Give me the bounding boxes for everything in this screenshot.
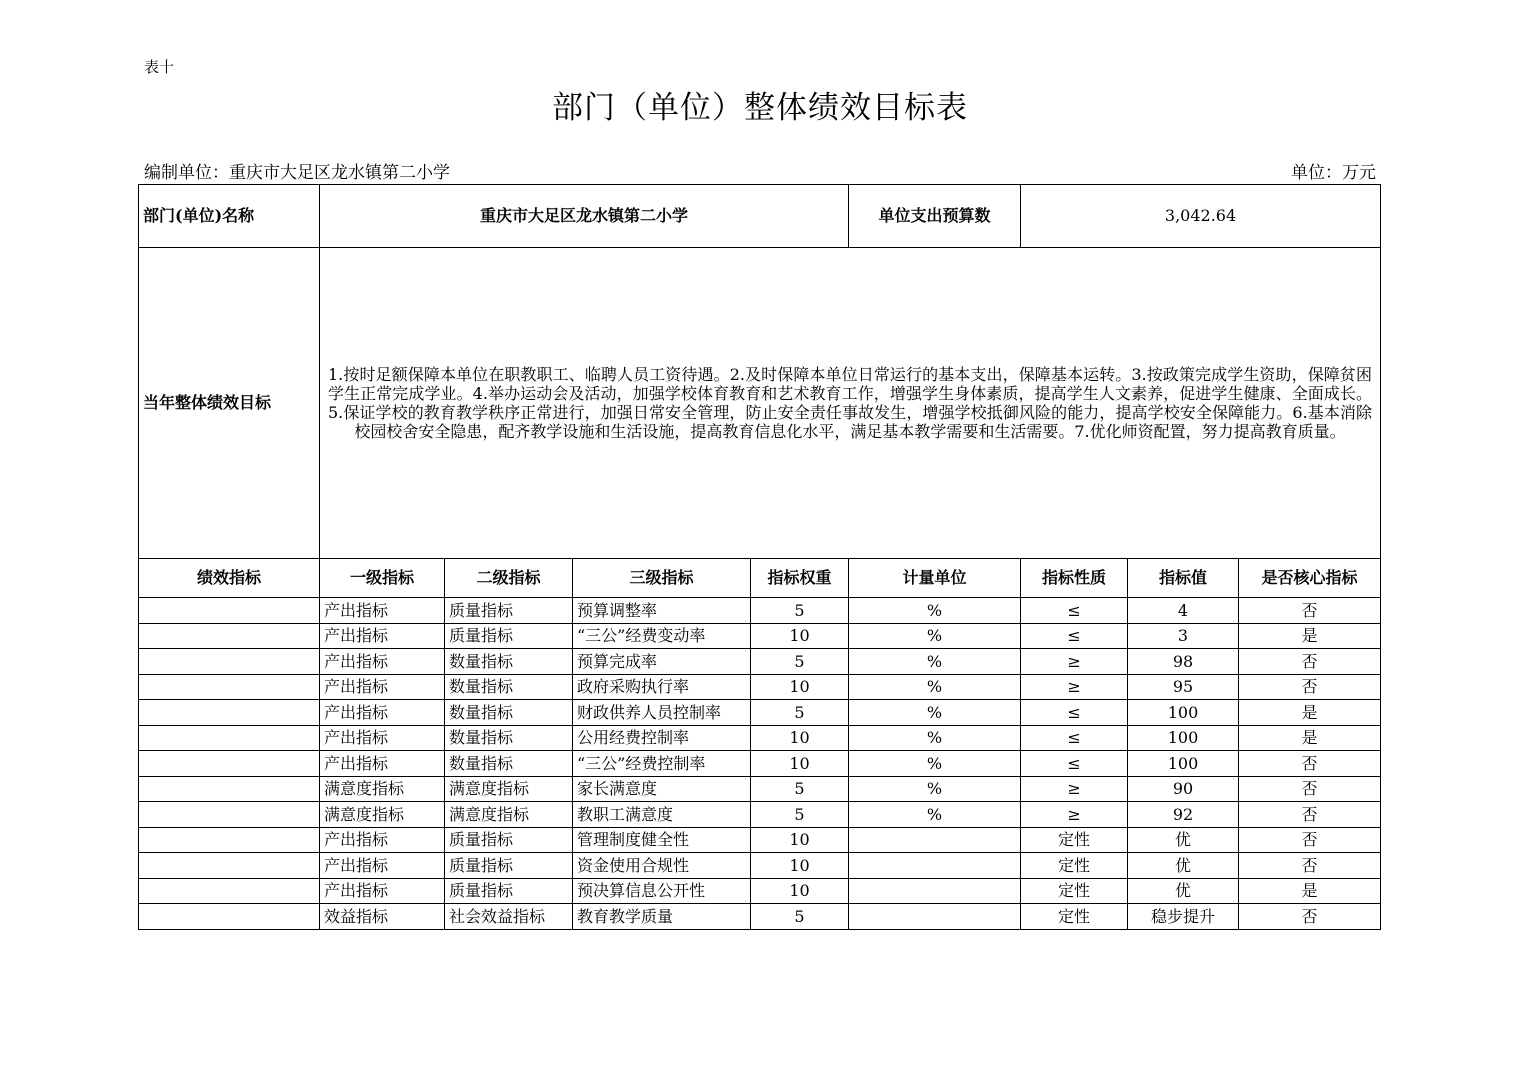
level2-indicator-cell: 质量指标: [445, 623, 573, 649]
indicator-nature-cell: ≤: [1021, 598, 1128, 624]
level2-indicator-cell: 满意度指标: [445, 802, 573, 828]
level3-indicator-cell: 管理制度健全性: [573, 827, 751, 853]
table-row: [139, 853, 1381, 879]
indicator-value-cell: 优: [1128, 853, 1239, 879]
table-row: [139, 623, 1381, 649]
level2-indicator-cell: 社会效益指标: [445, 904, 573, 930]
indicator-nature-cell: ≥: [1021, 802, 1128, 828]
measure-unit-cell: [849, 827, 1021, 853]
level1-indicator-cell: 产出指标: [320, 751, 445, 777]
performance-indicator-cell: [139, 776, 320, 802]
col-value-header: 指标值: [1128, 559, 1239, 598]
level1-indicator-cell: 产出指标: [320, 878, 445, 904]
level1-indicator-cell: 产出指标: [320, 827, 445, 853]
budget-label: 单位支出预算数: [849, 185, 1021, 248]
is-core-cell: 是: [1239, 623, 1381, 649]
performance-indicator-cell: [139, 623, 320, 649]
level1-indicator-cell: 产出指标: [320, 598, 445, 624]
indicator-value-cell: 92: [1128, 802, 1239, 828]
measure-unit-cell: [849, 878, 1021, 904]
measure-unit-cell: %: [849, 649, 1021, 675]
dept-name-value: 重庆市大足区龙水镇第二小学: [320, 185, 849, 248]
is-core-cell: 否: [1239, 827, 1381, 853]
level1-indicator-cell: 满意度指标: [320, 802, 445, 828]
level3-indicator-cell: 政府采购执行率: [573, 674, 751, 700]
level3-indicator-cell: “三公”经费控制率: [573, 751, 751, 777]
performance-indicator-cell: [139, 598, 320, 624]
level1-indicator-cell: 产出指标: [320, 853, 445, 879]
level3-indicator-cell: 资金使用合规性: [573, 853, 751, 879]
indicator-nature-cell: 定性: [1021, 853, 1128, 879]
col-unit-header: 计量单位: [849, 559, 1021, 598]
indicator-value-cell: 稳步提升: [1128, 904, 1239, 930]
level3-indicator-cell: 预决算信息公开性: [573, 878, 751, 904]
indicator-value-cell: 100: [1128, 725, 1239, 751]
indicator-nature-cell: ≤: [1021, 623, 1128, 649]
budget-value: 3,042.64: [1021, 185, 1381, 248]
table-row: [139, 776, 1381, 802]
is-core-cell: 否: [1239, 802, 1381, 828]
table-row: [139, 725, 1381, 751]
level2-indicator-cell: 数量指标: [445, 649, 573, 675]
level3-indicator-cell: 家长满意度: [573, 776, 751, 802]
measure-unit-cell: %: [849, 802, 1021, 828]
col-level1-header: 一级指标: [320, 559, 445, 598]
indicator-nature-cell: ≥: [1021, 649, 1128, 675]
col-level2-header: 二级指标: [445, 559, 573, 598]
level1-indicator-cell: 产出指标: [320, 700, 445, 726]
weight-cell: 10: [751, 623, 849, 649]
weight-cell: 10: [751, 853, 849, 879]
level3-indicator-cell: 公用经费控制率: [573, 725, 751, 751]
level3-indicator-cell: 教职工满意度: [573, 802, 751, 828]
level1-indicator-cell: 产出指标: [320, 674, 445, 700]
page-tag: 表十: [144, 58, 175, 76]
indicator-nature-cell: 定性: [1021, 827, 1128, 853]
measure-unit-cell: [849, 904, 1021, 930]
table-row: [139, 674, 1381, 700]
indicator-value-cell: 4: [1128, 598, 1239, 624]
indicator-nature-cell: 定性: [1021, 904, 1128, 930]
weight-cell: 5: [751, 802, 849, 828]
indicator-nature-cell: ≤: [1021, 700, 1128, 726]
weight-cell: 5: [751, 649, 849, 675]
level1-indicator-cell: 产出指标: [320, 623, 445, 649]
is-core-cell: 是: [1239, 725, 1381, 751]
table-row: [139, 827, 1381, 853]
is-core-cell: 否: [1239, 853, 1381, 879]
level3-indicator-cell: 预算完成率: [573, 649, 751, 675]
indicator-value-cell: 优: [1128, 827, 1239, 853]
level2-indicator-cell: 质量指标: [445, 598, 573, 624]
measure-unit-cell: %: [849, 700, 1021, 726]
prepared-by: 编制单位：重庆市大足区龙水镇第二小学: [144, 163, 450, 183]
performance-table: [138, 184, 1381, 930]
indicator-value-cell: 98: [1128, 649, 1239, 675]
weight-cell: 10: [751, 878, 849, 904]
indicator-nature-cell: ≤: [1021, 751, 1128, 777]
unit-label: 单位：万元: [1291, 163, 1376, 183]
indicator-rows: [139, 598, 1381, 930]
measure-unit-cell: %: [849, 776, 1021, 802]
weight-cell: 5: [751, 904, 849, 930]
measure-unit-cell: %: [849, 725, 1021, 751]
indicator-value-cell: 90: [1128, 776, 1239, 802]
is-core-cell: 是: [1239, 700, 1381, 726]
indicator-value-cell: 95: [1128, 674, 1239, 700]
weight-cell: 5: [751, 598, 849, 624]
indicator-nature-cell: ≤: [1021, 725, 1128, 751]
table-row: [139, 802, 1381, 828]
is-core-cell: 否: [1239, 598, 1381, 624]
table-row: [139, 700, 1381, 726]
indicator-value-cell: 3: [1128, 623, 1239, 649]
level1-indicator-cell: 效益指标: [320, 904, 445, 930]
goal-text: 1.按时足额保障本单位在职教职工、临聘人员工资待遇。2.及时保障本单位日常运行的基本支出，保障基本运转。3.按政策完成学生资助，保障贫困学生正常完成学业。4.举办运动会及活动，加强学校体育教育和艺术教育工作，增强学生身体素质，提高学生人文素养，促进学生健康、全面成长。5.保证学校的教育教学秩序正常进行，加强日常安全管理，防止安全责任事故发生，增强学校抵御风险的能力，提高学校安全保障能力。6.基本消除校园校舍安全隐患，配齐教学设施和生活设施，提高教育信息化水平，满足基本教学需要和生活需要。7.优化师资配置，努力提高教育质量。: [320, 248, 1381, 559]
performance-indicator-cell: [139, 827, 320, 853]
column-header-row: [139, 559, 1381, 598]
performance-indicator-cell: [139, 674, 320, 700]
level2-indicator-cell: 质量指标: [445, 853, 573, 879]
indicator-nature-cell: 定性: [1021, 878, 1128, 904]
level2-indicator-cell: 数量指标: [445, 725, 573, 751]
level1-indicator-cell: 满意度指标: [320, 776, 445, 802]
table-row: [139, 904, 1381, 930]
level2-indicator-cell: 质量指标: [445, 878, 573, 904]
is-core-cell: 否: [1239, 904, 1381, 930]
page-title: 部门（单位）整体绩效目标表: [552, 90, 968, 126]
level3-indicator-cell: 教育教学质量: [573, 904, 751, 930]
weight-cell: 10: [751, 751, 849, 777]
table-row: [139, 751, 1381, 777]
weight-cell: 10: [751, 827, 849, 853]
performance-indicator-cell: [139, 725, 320, 751]
measure-unit-cell: %: [849, 674, 1021, 700]
weight-cell: 10: [751, 674, 849, 700]
performance-indicator-cell: [139, 853, 320, 879]
table-row: [139, 598, 1381, 624]
indicator-value-cell: 优: [1128, 878, 1239, 904]
is-core-cell: 否: [1239, 674, 1381, 700]
table-row: [139, 649, 1381, 675]
table-row: [139, 878, 1381, 904]
measure-unit-cell: %: [849, 598, 1021, 624]
is-core-cell: 否: [1239, 649, 1381, 675]
measure-unit-cell: %: [849, 751, 1021, 777]
dept-name-label: 部门(单位)名称: [139, 185, 320, 248]
is-core-cell: 是: [1239, 878, 1381, 904]
level2-indicator-cell: 数量指标: [445, 751, 573, 777]
col-nature-header: 指标性质: [1021, 559, 1128, 598]
level2-indicator-cell: 数量指标: [445, 674, 573, 700]
performance-indicator-cell: [139, 649, 320, 675]
level2-indicator-cell: 满意度指标: [445, 776, 573, 802]
performance-indicator-cell: [139, 751, 320, 777]
col-core-header: 是否核心指标: [1239, 559, 1381, 598]
level2-indicator-cell: 数量指标: [445, 700, 573, 726]
measure-unit-cell: [849, 853, 1021, 879]
performance-indicator-cell: [139, 904, 320, 930]
level3-indicator-cell: “三公”经费变动率: [573, 623, 751, 649]
weight-cell: 5: [751, 700, 849, 726]
indicator-value-cell: 100: [1128, 700, 1239, 726]
col-weight-header: 指标权重: [751, 559, 849, 598]
level3-indicator-cell: 预算调整率: [573, 598, 751, 624]
indicator-nature-cell: ≥: [1021, 776, 1128, 802]
is-core-cell: 否: [1239, 751, 1381, 777]
indicator-value-cell: 100: [1128, 751, 1239, 777]
level1-indicator-cell: 产出指标: [320, 649, 445, 675]
measure-unit-cell: %: [849, 623, 1021, 649]
performance-indicator-cell: [139, 878, 320, 904]
level1-indicator-cell: 产出指标: [320, 725, 445, 751]
level2-indicator-cell: 质量指标: [445, 827, 573, 853]
performance-indicator-cell: [139, 802, 320, 828]
performance-indicator-cell: [139, 700, 320, 726]
weight-cell: 5: [751, 776, 849, 802]
goal-label: 当年整体绩效目标: [139, 248, 320, 559]
indicator-nature-cell: ≥: [1021, 674, 1128, 700]
is-core-cell: 否: [1239, 776, 1381, 802]
level3-indicator-cell: 财政供养人员控制率: [573, 700, 751, 726]
col-performance-indicator-header: 绩效指标: [139, 559, 320, 598]
weight-cell: 10: [751, 725, 849, 751]
col-level3-header: 三级指标: [573, 559, 751, 598]
